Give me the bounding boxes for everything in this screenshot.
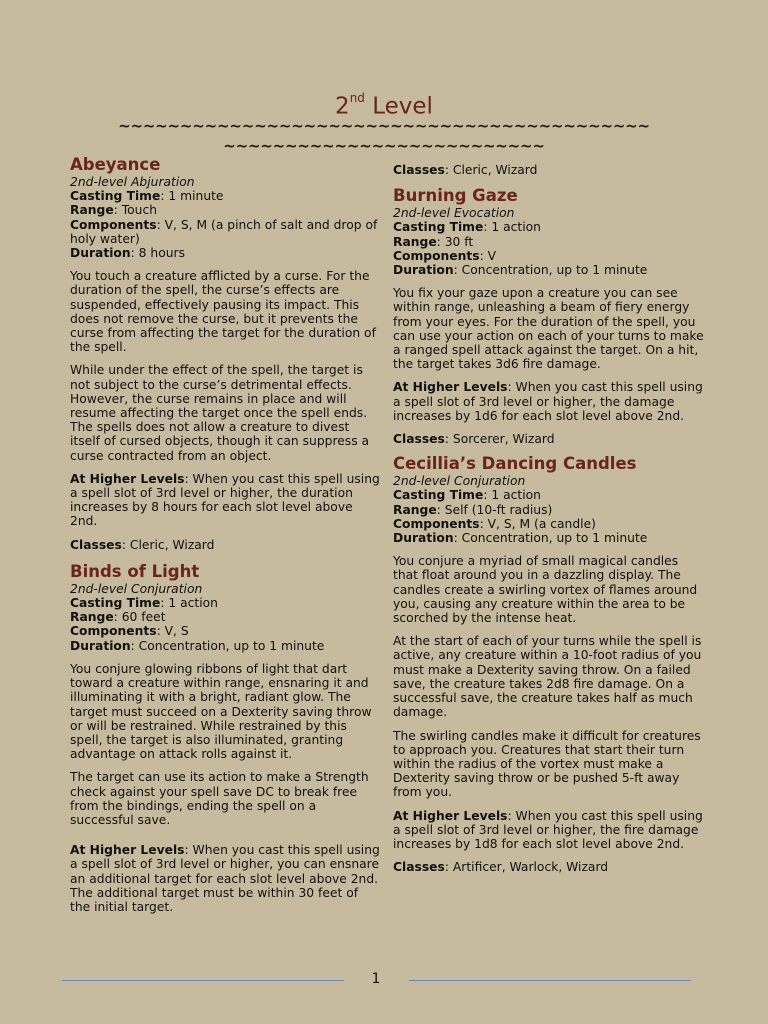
spell-school: 2nd-level Evocation	[393, 206, 515, 221]
duration: Duration: Concentration, up to 1 minute	[393, 531, 648, 546]
description: While under the effect of the spell, the target is not subject to the curse’s detrimental effects. However, the curse remains in place and will resume affecting the target once the spell ends. The spells does not allow a creature to divest itself of cursed objects, though it can suppress a curse contracted from an object.	[70, 363, 370, 463]
casting-time: Casting Time: 1 action	[393, 488, 541, 503]
spell-binds-of-light	[70, 562, 382, 914]
spell-school: 2nd-level Conjuration	[70, 581, 203, 596]
components: Components: V	[393, 248, 497, 263]
spell-burning-gaze	[393, 186, 705, 446]
description: You touch a creature afflicted by a curse. For the duration of the spell, the curse’s effects are suspended, effectively pausing its impact. This does not remove the curse, but it prevents the curse from affecting the target for the duration of the spell.	[70, 269, 376, 355]
duration: Duration: Concentration, up to 1 minute	[70, 638, 325, 653]
description: At the start of each of your turns while the spell is active, any creature within a 10-foot radius of you must make a Dexterity saving throw. On a failed save, the creature takes 2d8 fire damage. On a successful save, the creature takes half as much damage.	[393, 634, 702, 720]
range: Range: 30 ft	[393, 234, 474, 249]
description: You fix your gaze upon a creature you can see within range, unleashing a beam of fiery energy from your eyes. For the duration of the spell, you can use your action on each of your turns to make a ranged spell attack against the target. On a hit, the target takes 3d6 fire damage.	[393, 286, 704, 372]
description: The swirling candles make it difficult for creatures to approach you. Creatures that start their turn within the radius of the vortex must make a Dexterity saving throw or be pushed 5-ft away from you.	[393, 728, 701, 800]
range: Range: 60 feet	[70, 610, 166, 625]
classes: Classes: Cleric, Wizard	[70, 537, 215, 552]
spell-cecillias-dancing-candles	[393, 454, 705, 874]
higher-levels: At Higher Levels: When you cast this spell using a spell slot of 3rd level or higher, the fire damage increases by 1d8 for each slot level above 2nd.	[393, 808, 703, 851]
footer-divider-left	[62, 980, 344, 981]
casting-time: Casting Time: 1 minute	[70, 189, 224, 204]
right-column	[393, 163, 705, 882]
page-title: 2nd Level	[335, 91, 433, 120]
spell-name: Burning Gaze	[393, 186, 518, 206]
components: Components: V, S, M (a candle)	[393, 516, 596, 531]
left-column	[70, 155, 382, 922]
higher-levels: At Higher Levels: When you cast this spell using a spell slot of 3rd level or higher, the duration increases by 8 hours for each slot level above 2nd.	[70, 471, 380, 529]
components: Components: V, S	[70, 624, 189, 639]
spell-name: Binds of Light	[70, 561, 200, 581]
footer-divider-right	[409, 980, 691, 981]
description: You conjure glowing ribbons of light that dart toward a creature within range, ensnaring it and illuminating it with a bright, radiant glow. The target must succeed on a Dexterity saving throw or will be restrained. While restrained by this spell, the target is also illuminated, granting advantage on attack rolls against it.	[70, 661, 372, 762]
tilde-divider-bottom: ~~~~~~~~~~~~~~~~~~~~~~~~~~	[223, 137, 545, 155]
classes: Classes: Artificer, Warlock, Wizard	[393, 860, 609, 875]
classes: Classes: Sorcerer, Wizard	[393, 432, 555, 447]
spell-name: Abeyance	[70, 155, 161, 174]
casting-time: Casting Time: 1 action	[393, 220, 541, 235]
range: Range: Touch	[70, 203, 158, 218]
tilde-divider-top: ~~~~~~~~~~~~~~~~~~~~~~~~~~~~~~~~~~~~~~~~~~~	[118, 117, 650, 135]
spell-school: 2nd-level Abjuration	[70, 175, 195, 189]
higher-levels: At Higher Levels: When you cast this spell using a spell slot of 3rd level or higher, you can ensnare an additional target for each slot level above 2nd. The additional target must be within 30 feet of the initial target.	[70, 843, 380, 914]
spell-school: 2nd-level Conjuration	[393, 474, 526, 489]
description: You conjure a myriad of small magical candles that float around you in a dazzling display. The candles create a swirling vortex of flames around you, causing any creature within the area to be scorched by the intense heat.	[393, 554, 698, 626]
casting-time: Casting Time: 1 action	[70, 596, 218, 611]
spell-abeyance	[70, 155, 382, 552]
duration: Duration: Concentration, up to 1 minute	[393, 263, 648, 278]
range: Range: Self (10-ft radius)	[393, 502, 553, 517]
page-number: 1	[371, 971, 381, 987]
classes-continued: Classes: Cleric, Wizard	[393, 163, 538, 177]
duration: Duration: 8 hours	[70, 246, 185, 261]
description: The target can use its action to make a Strength check against your spell save DC to break free from the bindings, ending the spell on a successful save.	[70, 770, 369, 827]
higher-levels: At Higher Levels: When you cast this spell using a spell slot of 3rd level or higher, the damage increases by 1d6 for each slot level above 2nd.	[393, 380, 703, 423]
components: Components: V, S, M (a pinch of salt and drop of holy water)	[70, 217, 378, 246]
spell-name: Cecillia’s Dancing Candles	[393, 454, 637, 474]
